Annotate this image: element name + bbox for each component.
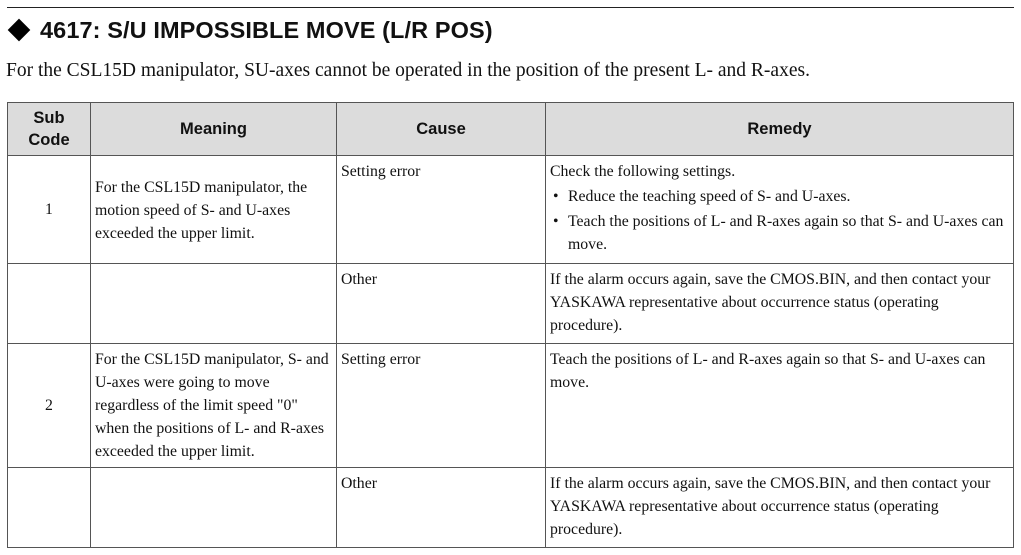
alarm-table xyxy=(7,102,1014,548)
header-remedy: Remedy xyxy=(546,103,1014,156)
cause-cell: Setting error xyxy=(337,156,546,264)
remedy-cell xyxy=(546,156,1014,264)
remedy-bullet-text: Teach the positions of L- and R-axes again so that S- and U-axes can move. xyxy=(568,213,1004,253)
remedy-intro: Check the following settings. xyxy=(550,163,736,180)
header-cause: Cause xyxy=(337,103,546,156)
meaning-cell: For the CSL15D manipulator, the motion speed of S- and U-axes exceeded the upper limit. xyxy=(91,156,337,264)
meaning-cell xyxy=(91,264,337,344)
table-row xyxy=(8,156,1014,264)
meaning-cell xyxy=(91,468,337,548)
list-item xyxy=(550,185,1009,208)
sub-code-cell xyxy=(8,468,91,548)
cause-cell: Other xyxy=(337,468,546,548)
cause-cell: Setting error xyxy=(337,344,546,468)
heading-title: 4617: S/U IMPOSSIBLE MOVE (L/R POS) xyxy=(40,16,493,43)
header-meaning: Meaning xyxy=(91,103,337,156)
intro-text: For the CSL15D manipulator, SU-axes cannot be operated in the position of the present L- and R-axes. xyxy=(6,60,810,81)
remedy-cell: Teach the positions of L- and R-axes again so that S- and U-axes can move. xyxy=(546,344,1014,468)
table-row xyxy=(8,344,1014,468)
list-item xyxy=(550,210,1009,256)
bullet-icon: • xyxy=(553,188,559,205)
remedy-cell: If the alarm occurs again, save the CMOS.BIN, and then contact your YASKAWA representative about occurrence status (operating procedure). xyxy=(546,264,1014,344)
top-rule xyxy=(7,7,1014,8)
remedy-bullet-text: Reduce the teaching speed of S- and U-axes. xyxy=(568,188,851,205)
header-sub-code: Sub Code xyxy=(8,103,91,156)
meaning-cell: For the CSL15D manipulator, S- and U-axes were going to move regardless of the limit speed "0" when the positions of L- and R-axes exceeded the upper limit. xyxy=(91,344,337,468)
cause-cell: Other xyxy=(337,264,546,344)
bullet-icon: • xyxy=(553,213,559,230)
table-row xyxy=(8,264,1014,344)
sub-code-cell xyxy=(8,264,91,344)
remedy-cell: If the alarm occurs again, save the CMOS.BIN, and then contact your YASKAWA representative about occurrence status (operating procedure). xyxy=(546,468,1014,548)
sub-code-cell: 1 xyxy=(8,156,91,264)
diamond-icon xyxy=(8,19,31,42)
section-heading xyxy=(6,13,493,47)
remedy-bullet-list xyxy=(550,185,1009,256)
table-header-row xyxy=(8,103,1014,156)
table-row xyxy=(8,468,1014,548)
sub-code-cell: 2 xyxy=(8,344,91,468)
